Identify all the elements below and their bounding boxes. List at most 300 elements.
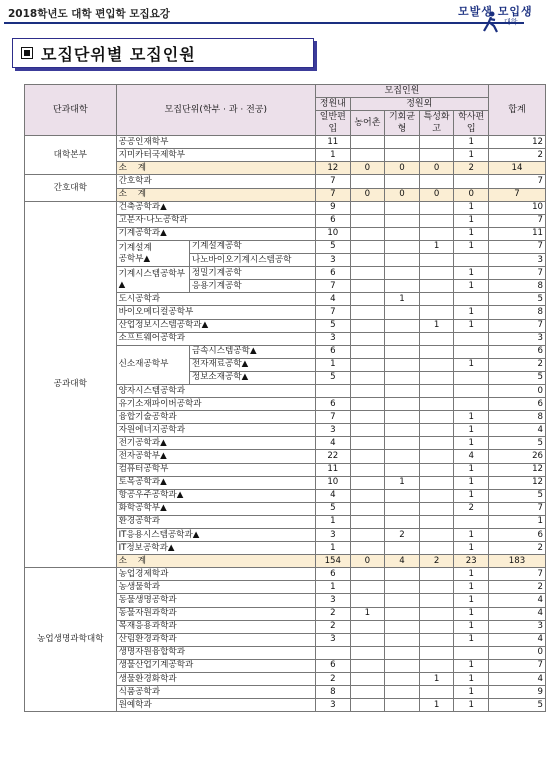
total-cell: 5	[488, 699, 545, 712]
special-hs-cell	[419, 450, 454, 463]
bachelor-cell	[454, 345, 489, 358]
bachelor-cell: 1	[454, 201, 489, 214]
unit-cell: 바이오메디컬공학부	[116, 306, 315, 319]
general-cell: 6	[316, 214, 351, 227]
opportunity-cell: 0	[385, 188, 420, 201]
opportunity-cell	[385, 515, 420, 528]
bachelor-cell: 1	[454, 581, 489, 594]
total-cell: 3	[488, 332, 545, 345]
unit-group-cell: 신소재공학부	[116, 345, 189, 384]
unit-cell: 기계공학과▲	[116, 227, 315, 240]
subtotal-label: 소 계	[116, 188, 315, 201]
college-cell: 간호대학	[25, 175, 117, 201]
bachelor-cell: 1	[454, 280, 489, 293]
special-hs-cell	[419, 293, 454, 306]
general-cell: 10	[316, 476, 351, 489]
general-cell: 8	[316, 686, 351, 699]
general-cell: 6	[316, 345, 351, 358]
total-cell: 183	[488, 555, 545, 568]
rural-cell	[350, 345, 385, 358]
opportunity-cell	[385, 437, 420, 450]
special-hs-cell	[419, 686, 454, 699]
table-body	[25, 136, 546, 712]
document-title: 2018학년도 대학 편입학 모집요강	[8, 8, 170, 20]
rural-cell	[350, 502, 385, 515]
general-cell: 4	[316, 293, 351, 306]
special-hs-cell	[419, 437, 454, 450]
rural-cell	[350, 633, 385, 646]
general-cell: 1	[316, 581, 351, 594]
opportunity-cell	[385, 463, 420, 476]
special-hs-cell	[419, 568, 454, 581]
opportunity-cell	[385, 686, 420, 699]
bachelor-cell: 1	[454, 542, 489, 555]
rural-cell	[350, 424, 385, 437]
rural-cell	[350, 594, 385, 607]
special-hs-cell	[419, 214, 454, 227]
total-cell: 26	[488, 450, 545, 463]
total-cell: 9	[488, 686, 545, 699]
bachelor-cell	[454, 646, 489, 659]
unit-cell: 생물환경화학과	[116, 673, 315, 686]
special-hs-cell: 2	[419, 555, 454, 568]
opportunity-cell	[385, 424, 420, 437]
unit-cell: 농생물학과	[116, 581, 315, 594]
unit-cell: 융합기술공학과	[116, 411, 315, 424]
unit-cell: 전자공학부▲	[116, 450, 315, 463]
opportunity-cell	[385, 411, 420, 424]
rural-cell	[350, 437, 385, 450]
unit-group-cell: 기계시스템공학부 ▲	[116, 267, 189, 293]
opportunity-cell	[385, 699, 420, 712]
bachelor-cell: 2	[454, 502, 489, 515]
total-cell: 8	[488, 306, 545, 319]
total-cell: 7	[488, 214, 545, 227]
general-cell: 7	[316, 411, 351, 424]
special-hs-cell	[419, 424, 454, 437]
bachelor-cell: 1	[454, 424, 489, 437]
opportunity-cell	[385, 398, 420, 411]
total-cell: 5	[488, 437, 545, 450]
rural-cell	[350, 686, 385, 699]
special-hs-cell: 0	[419, 188, 454, 201]
unit-cell: 목재응용과학과	[116, 620, 315, 633]
opportunity-cell	[385, 568, 420, 581]
total-cell: 0	[488, 646, 545, 659]
general-cell: 7	[316, 306, 351, 319]
general-cell	[316, 646, 351, 659]
table-row	[25, 175, 546, 188]
special-hs-cell	[419, 581, 454, 594]
bachelor-cell: 1	[454, 686, 489, 699]
special-hs-cell	[419, 267, 454, 280]
opportunity-cell	[385, 502, 420, 515]
opportunity-cell	[385, 306, 420, 319]
unit-cell: 화학공학부▲	[116, 502, 315, 515]
college-cell: 공과대학	[25, 201, 117, 568]
total-cell: 6	[488, 398, 545, 411]
unit-cell: 나노바이오기계시스템공학	[189, 254, 315, 267]
total-cell: 5	[488, 293, 545, 306]
unit-cell: 고분자·나노공학과	[116, 214, 315, 227]
college-cell: 대학본부	[25, 136, 117, 175]
general-cell: 5	[316, 371, 351, 384]
opportunity-cell	[385, 149, 420, 162]
unit-cell: 산림환경과학과	[116, 633, 315, 646]
unit-cell: 유기소재파이버공학과	[116, 398, 315, 411]
general-cell: 3	[316, 529, 351, 542]
general-cell: 7	[316, 175, 351, 188]
general-cell: 1	[316, 515, 351, 528]
unit-cell: 환경공학과	[116, 515, 315, 528]
rural-cell: 1	[350, 607, 385, 620]
bachelor-cell	[454, 254, 489, 267]
rural-cell	[350, 332, 385, 345]
general-cell: 1	[316, 542, 351, 555]
unit-cell: 응용기계공학	[189, 280, 315, 293]
opportunity-cell	[385, 581, 420, 594]
opportunity-cell	[385, 450, 420, 463]
general-cell: 3	[316, 699, 351, 712]
bachelor-cell	[454, 332, 489, 345]
opportunity-cell	[385, 646, 420, 659]
table-header	[25, 85, 546, 136]
rural-cell	[350, 568, 385, 581]
header-opportunity: 기회균형	[385, 111, 420, 136]
rural-cell	[350, 319, 385, 332]
general-cell: 22	[316, 450, 351, 463]
total-cell: 2	[488, 542, 545, 555]
rural-cell	[350, 384, 385, 397]
total-cell: 7	[488, 319, 545, 332]
total-cell: 7	[488, 240, 545, 253]
unit-cell: 원예학과	[116, 699, 315, 712]
rural-cell	[350, 254, 385, 267]
special-hs-cell	[419, 136, 454, 149]
special-hs-cell	[419, 358, 454, 371]
rural-cell	[350, 136, 385, 149]
rural-cell	[350, 450, 385, 463]
table-row	[25, 201, 546, 214]
opportunity-cell	[385, 280, 420, 293]
total-cell: 5	[488, 371, 545, 384]
total-cell: 14	[488, 162, 545, 175]
recruitment-table	[24, 84, 546, 712]
rural-cell	[350, 293, 385, 306]
opportunity-cell: 4	[385, 555, 420, 568]
general-cell: 6	[316, 267, 351, 280]
total-cell: 4	[488, 673, 545, 686]
bachelor-cell: 1	[454, 240, 489, 253]
general-cell: 1	[316, 358, 351, 371]
bachelor-cell: 1	[454, 568, 489, 581]
bachelor-cell: 1	[454, 411, 489, 424]
header-general: 일반편입	[316, 111, 351, 136]
header-unit: 모집단위(학부 · 과 · 전공)	[116, 85, 315, 136]
bachelor-cell: 1	[454, 149, 489, 162]
logo-subtext: 대학	[504, 18, 518, 26]
bachelor-cell: 1	[454, 136, 489, 149]
opportunity-cell: 0	[385, 162, 420, 175]
total-cell: 2	[488, 358, 545, 371]
special-hs-cell	[419, 384, 454, 397]
unit-cell: 토목공학과▲	[116, 476, 315, 489]
rural-cell	[350, 489, 385, 502]
general-cell: 6	[316, 568, 351, 581]
bachelor-cell: 1	[454, 489, 489, 502]
bachelor-cell: 2	[454, 162, 489, 175]
general-cell: 9	[316, 201, 351, 214]
special-hs-cell	[419, 529, 454, 542]
unit-cell: 농업경제학과	[116, 568, 315, 581]
opportunity-cell	[385, 319, 420, 332]
special-hs-cell	[419, 411, 454, 424]
special-hs-cell	[419, 489, 454, 502]
total-cell: 11	[488, 227, 545, 240]
opportunity-cell	[385, 607, 420, 620]
special-hs-cell	[419, 149, 454, 162]
unit-cell: 지미카터국제학부	[116, 149, 315, 162]
bachelor-cell: 1	[454, 227, 489, 240]
total-cell: 6	[488, 345, 545, 358]
total-cell: 8	[488, 411, 545, 424]
special-hs-cell	[419, 227, 454, 240]
opportunity-cell	[385, 489, 420, 502]
header-special-hs: 특성화고	[419, 111, 454, 136]
bachelor-cell	[454, 371, 489, 384]
general-cell: 154	[316, 555, 351, 568]
section-title: 모집단위별 모집인원	[41, 45, 196, 64]
square-bullet-icon	[21, 47, 33, 59]
general-cell: 5	[316, 240, 351, 253]
opportunity-cell	[385, 227, 420, 240]
header-recruit: 모집인원	[316, 85, 489, 98]
special-hs-cell	[419, 280, 454, 293]
bachelor-cell	[454, 175, 489, 188]
unit-cell: 전기공학과▲	[116, 437, 315, 450]
total-cell: 0	[488, 384, 545, 397]
opportunity-cell	[385, 214, 420, 227]
rural-cell	[350, 581, 385, 594]
header-rural: 농어촌	[350, 111, 385, 136]
header-rule	[4, 22, 524, 24]
opportunity-cell	[385, 345, 420, 358]
general-cell	[316, 384, 351, 397]
bachelor-cell: 1	[454, 358, 489, 371]
special-hs-cell	[419, 620, 454, 633]
rural-cell	[350, 398, 385, 411]
total-cell: 12	[488, 463, 545, 476]
unit-cell: 소프트웨어공학과	[116, 332, 315, 345]
bachelor-cell: 1	[454, 620, 489, 633]
bachelor-cell: 1	[454, 306, 489, 319]
general-cell: 5	[316, 502, 351, 515]
bachelor-cell: 1	[454, 214, 489, 227]
general-cell: 6	[316, 398, 351, 411]
rural-cell	[350, 463, 385, 476]
opportunity-cell	[385, 594, 420, 607]
opportunity-cell: 2	[385, 529, 420, 542]
bachelor-cell: 1	[454, 463, 489, 476]
unit-cell: 컴퓨터공학부	[116, 463, 315, 476]
special-hs-cell	[419, 398, 454, 411]
general-cell: 6	[316, 659, 351, 672]
rural-cell	[350, 699, 385, 712]
rural-cell	[350, 240, 385, 253]
header-quota-out: 정원외	[350, 98, 488, 111]
opportunity-cell	[385, 659, 420, 672]
special-hs-cell	[419, 594, 454, 607]
bachelor-cell: 1	[454, 476, 489, 489]
general-cell: 4	[316, 489, 351, 502]
bachelor-cell: 1	[454, 633, 489, 646]
general-cell: 11	[316, 136, 351, 149]
total-cell: 1	[488, 515, 545, 528]
opportunity-cell	[385, 201, 420, 214]
general-cell: 12	[316, 162, 351, 175]
general-cell: 3	[316, 594, 351, 607]
special-hs-cell	[419, 607, 454, 620]
unit-cell: 기계설계공학	[189, 240, 315, 253]
rural-cell	[350, 201, 385, 214]
special-hs-cell	[419, 542, 454, 555]
opportunity-cell	[385, 136, 420, 149]
rural-cell	[350, 267, 385, 280]
total-cell: 8	[488, 280, 545, 293]
unit-cell: 간호학과	[116, 175, 315, 188]
general-cell: 7	[316, 188, 351, 201]
unit-cell: 금속시스템공학▲	[189, 345, 315, 358]
rural-cell	[350, 515, 385, 528]
opportunity-cell	[385, 673, 420, 686]
total-cell: 2	[488, 149, 545, 162]
unit-cell: 공공인재학부	[116, 136, 315, 149]
special-hs-cell	[419, 659, 454, 672]
rural-cell: 0	[350, 162, 385, 175]
total-cell: 4	[488, 633, 545, 646]
rural-cell: 0	[350, 188, 385, 201]
document-header	[0, 0, 558, 28]
general-cell: 3	[316, 332, 351, 345]
opportunity-cell	[385, 267, 420, 280]
opportunity-cell	[385, 620, 420, 633]
total-cell: 10	[488, 201, 545, 214]
unit-cell: IT응용시스템공학과▲	[116, 529, 315, 542]
total-cell: 4	[488, 424, 545, 437]
general-cell: 3	[316, 424, 351, 437]
total-cell: 7	[488, 267, 545, 280]
bachelor-cell: 1	[454, 529, 489, 542]
unit-cell: 정밀기계공학	[189, 267, 315, 280]
special-hs-cell	[419, 515, 454, 528]
bachelor-cell: 1	[454, 267, 489, 280]
special-hs-cell	[419, 332, 454, 345]
header-bachelor: 학사편입	[454, 111, 489, 136]
header-total: 합계	[488, 85, 545, 136]
logo-text: 모발생 모입생	[458, 5, 533, 18]
opportunity-cell	[385, 384, 420, 397]
total-cell: 3	[488, 254, 545, 267]
unit-cell: 양자시스템공학과	[116, 384, 315, 397]
opportunity-cell	[385, 358, 420, 371]
unit-cell: 생물산업기계공학과	[116, 659, 315, 672]
general-cell: 2	[316, 607, 351, 620]
rural-cell	[350, 149, 385, 162]
opportunity-cell	[385, 633, 420, 646]
total-cell: 7	[488, 188, 545, 201]
unit-cell: 항공우주공학과▲	[116, 489, 315, 502]
general-cell: 10	[316, 227, 351, 240]
opportunity-cell: 1	[385, 476, 420, 489]
bachelor-cell	[454, 384, 489, 397]
general-cell: 3	[316, 254, 351, 267]
unit-cell: 동물자원과학과	[116, 607, 315, 620]
bachelor-cell: 23	[454, 555, 489, 568]
college-cell: 농업생명과학대학	[25, 568, 117, 712]
rural-cell	[350, 371, 385, 384]
opportunity-cell	[385, 332, 420, 345]
table-row	[25, 136, 546, 149]
special-hs-cell: 1	[419, 673, 454, 686]
opportunity-cell	[385, 542, 420, 555]
rural-cell	[350, 620, 385, 633]
unit-cell: 생명자원융합학과	[116, 646, 315, 659]
rural-cell	[350, 280, 385, 293]
total-cell: 12	[488, 136, 545, 149]
general-cell: 1	[316, 149, 351, 162]
total-cell: 2	[488, 581, 545, 594]
rural-cell	[350, 646, 385, 659]
bachelor-cell: 1	[454, 673, 489, 686]
unit-cell: 식품공학과	[116, 686, 315, 699]
total-cell: 7	[488, 568, 545, 581]
unit-group-cell: 기계설계 공학부▲	[116, 240, 189, 266]
rural-cell	[350, 175, 385, 188]
rural-cell	[350, 214, 385, 227]
unit-cell: 산업정보시스템공학과▲	[116, 319, 315, 332]
bachelor-cell	[454, 515, 489, 528]
special-hs-cell	[419, 345, 454, 358]
unit-cell: 자원에너지공학과	[116, 424, 315, 437]
section-heading	[12, 38, 314, 68]
subtotal-label: 소 계	[116, 555, 315, 568]
special-hs-cell	[419, 463, 454, 476]
bachelor-cell: 0	[454, 188, 489, 201]
rural-cell	[350, 673, 385, 686]
bachelor-cell	[454, 293, 489, 306]
header-college: 단과대학	[25, 85, 117, 136]
unit-cell: 정보소재공학▲	[189, 371, 315, 384]
special-hs-cell: 1	[419, 240, 454, 253]
unit-cell: 건축공학과▲	[116, 201, 315, 214]
bachelor-cell: 1	[454, 699, 489, 712]
general-cell: 2	[316, 620, 351, 633]
unit-cell: 도시공학과	[116, 293, 315, 306]
rural-cell	[350, 659, 385, 672]
total-cell: 12	[488, 476, 545, 489]
special-hs-cell	[419, 633, 454, 646]
special-hs-cell	[419, 175, 454, 188]
rural-cell	[350, 306, 385, 319]
bachelor-cell	[454, 398, 489, 411]
subtotal-label: 소 계	[116, 162, 315, 175]
bachelor-cell: 1	[454, 659, 489, 672]
total-cell: 4	[488, 607, 545, 620]
rural-cell	[350, 542, 385, 555]
special-hs-cell	[419, 371, 454, 384]
unit-cell: 전자재료공학▲	[189, 358, 315, 371]
total-cell: 3	[488, 620, 545, 633]
